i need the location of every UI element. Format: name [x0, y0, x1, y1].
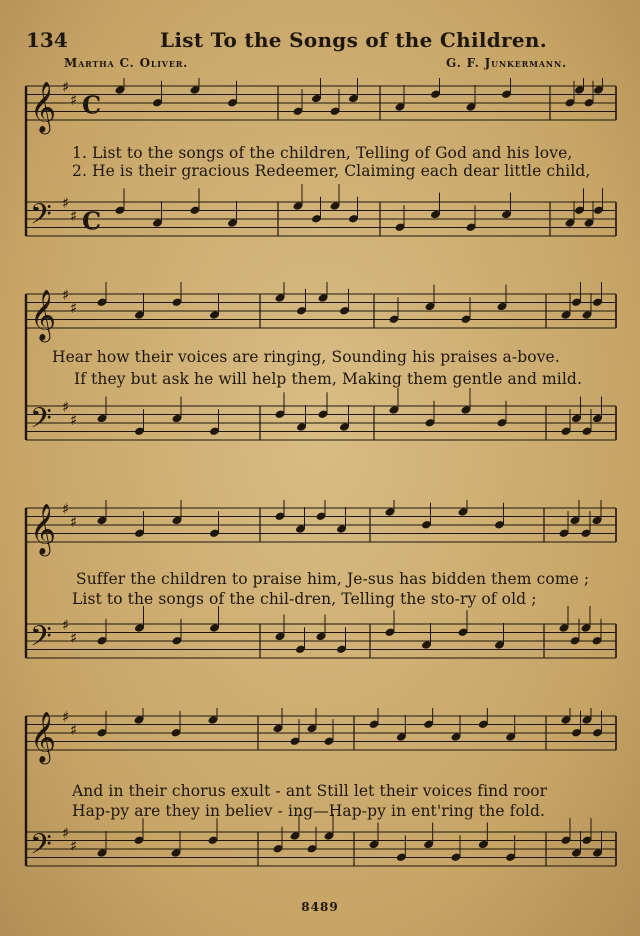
svg-text:♯: ♯	[62, 194, 70, 212]
lyric-line-verse-1: And in their chorus exult - ant Still let their voices find roor	[72, 782, 548, 800]
svg-text:C: C	[82, 90, 102, 120]
svg-text:𝄞: 𝄞	[30, 503, 57, 555]
music-system-3	[22, 500, 618, 700]
svg-text:♯: ♯	[70, 512, 78, 531]
svg-text:C: C	[82, 206, 102, 236]
svg-text:♯: ♯	[70, 836, 78, 855]
author-credit: Martha C. Oliver.	[64, 56, 189, 70]
svg-text:𝄢: 𝄢	[30, 620, 52, 661]
svg-text:♯: ♯	[62, 78, 70, 96]
hymn-title: List To the Songs of the Children.	[160, 28, 547, 52]
svg-text:♯: ♯	[70, 206, 78, 225]
svg-text:𝄞: 𝄞	[30, 711, 57, 763]
svg-text:𝄢: 𝄢	[30, 198, 52, 239]
svg-text:♯: ♯	[70, 90, 78, 109]
music-system-2	[22, 282, 618, 482]
music-system-4	[22, 708, 618, 908]
svg-text:𝄞: 𝄞	[30, 289, 57, 341]
svg-text:♯: ♯	[62, 824, 70, 842]
svg-text:♯: ♯	[62, 398, 70, 416]
svg-text:𝄢: 𝄢	[30, 828, 52, 869]
music-system-1	[22, 78, 618, 278]
svg-text:𝄞: 𝄞	[30, 81, 57, 133]
svg-text:♯: ♯	[62, 616, 70, 634]
svg-text:♯: ♯	[70, 628, 78, 647]
lyric-line-verse-1: Hear how their voices are ringing, Sounding his praises a-bove.	[52, 348, 560, 366]
lyric-line-verse-2: Hap-py are they in believ - ing—Hap-py in ent'ring the fold.	[72, 802, 546, 820]
lyric-line-verse-2: List to the songs of the chil-dren, Telling the sto-ry of old ;	[72, 590, 537, 608]
lyric-line-verse-1: Suffer the children to praise him, Je-sus has bidden them come ;	[76, 570, 590, 588]
svg-text:𝄢: 𝄢	[30, 402, 52, 443]
page-number: 134	[26, 28, 68, 52]
lyric-line-verse-1: 1. List to the songs of the children, Telling of God and his love,	[72, 144, 573, 162]
lyric-line-verse-2: If they but ask he will help them, Making them gentle and mild.	[74, 370, 582, 388]
svg-text:♯: ♯	[70, 720, 78, 739]
svg-text:♯: ♯	[70, 298, 78, 317]
lyric-line-verse-2: 2. He is their gracious Redeemer, Claiming each dear little child,	[72, 162, 591, 180]
composer-credit: G. F. Junkermann.	[446, 56, 567, 70]
plate-number: 8489	[301, 900, 339, 914]
svg-text:♯: ♯	[62, 286, 70, 304]
svg-text:♯: ♯	[62, 500, 70, 518]
svg-text:♯: ♯	[62, 708, 70, 726]
svg-text:♯: ♯	[70, 410, 78, 429]
